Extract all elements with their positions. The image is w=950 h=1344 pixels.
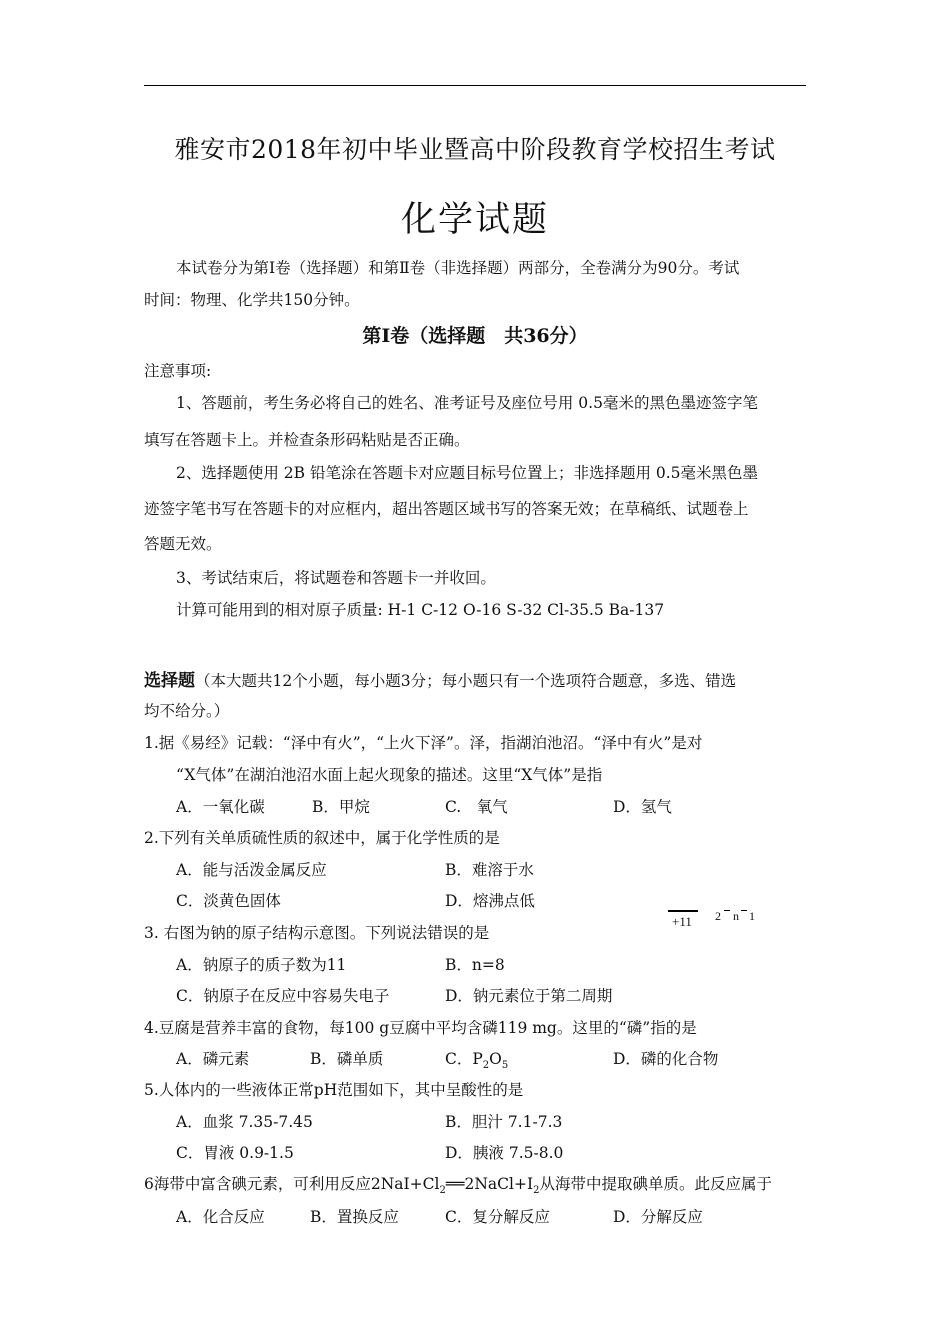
q4-option-c-text: C．P: [445, 1050, 483, 1068]
q2-stem: 2.下列有关单质硫性质的叙述中，属于化学性质的是: [144, 829, 500, 847]
note-3: 3、考试结束后，将试题卷和答题卡一并收回。: [176, 569, 496, 587]
section-title: 第Ⅰ卷（选择题 共36分）: [362, 325, 588, 347]
q2-option-b: B．难溶于水: [445, 861, 534, 879]
q4-sub-2: 5: [501, 1060, 509, 1072]
atom-shell-2: n: [733, 909, 739, 923]
note-2-line-1: 2、选择题使用 2B 铅笔涂在答题卡对应题目标号位置上；非选择题用 0.5毫米黑色墨: [176, 464, 759, 482]
q1-option-d: D．氢气: [613, 798, 672, 816]
q6-stem-post: 从海带中提取碘单质。此反应属于: [539, 1175, 772, 1193]
note-2-line-3: 答题无效。: [144, 535, 222, 553]
q5-option-d: D．胰液 7.5-8.0: [445, 1144, 564, 1162]
q3-option-c: C．钠原子在反应中容易失电子: [176, 987, 390, 1005]
q5-option-b: B．胆汁 7.1-7.3: [445, 1113, 563, 1131]
q5-option-c: C．胃液 0.9-1.5: [176, 1144, 294, 1162]
top-rule: [144, 85, 806, 86]
q4-option-c: [445, 1047, 508, 1071]
q1-option-a: A．一氧化碳: [176, 798, 265, 816]
atom-shell-1: 2: [715, 909, 721, 923]
note-1-line-1: 1、答题前，考生务必将自己的姓名、准考证号及座位号用 0.5毫米的黑色墨迹签字笔: [176, 394, 758, 412]
q5-option-a: A．血浆 7.35-7.45: [176, 1113, 313, 1131]
q2-option-a: A．能与活泼金属反应: [176, 861, 327, 879]
q2-option-d: D．熔沸点低: [445, 892, 535, 910]
q6-stem-pre: 6海带中富含碘元素，可利用反应2NaI+Cl: [144, 1175, 440, 1193]
atom-shell-arc-1: [724, 910, 730, 911]
intro-line-1: 本试卷分为第Ⅰ卷（选择题）和第Ⅱ卷（非选择题）两部分，全卷满分为90分。考试: [176, 259, 740, 277]
q1-stem-2: “X气体”在湖泊池沼水面上起火现象的描述。这里“X气体”是指: [176, 766, 603, 784]
subject-title: 化学试题: [400, 200, 549, 240]
q4-option-c-mid: O: [489, 1050, 502, 1068]
note-2-line-2: 迹签字笔书写在答题卡的对应框内，超出答题区域书写的答案无效；在草稿纸、试题卷上: [144, 500, 749, 518]
atom-nucleus-charge: +11: [672, 914, 692, 929]
atom-nucleus-bar: [668, 910, 698, 912]
q3-option-d: D．钠元素位于第二周期: [445, 987, 613, 1005]
choice-label: 选择题: [144, 671, 195, 691]
q3-option-a: A．钠原子的质子数为11: [176, 956, 347, 974]
q1-stem-1: 1.据《易经》记载：“泽中有火”，“上火下泽”。泽，指湖泊池沼。“泽中有火”是对: [144, 734, 703, 752]
choice-desc: （本大题共12个小题，每小题3分；每小题只有一个选项符合题意，多选、错选: [195, 672, 737, 690]
atom-shell-arc-2: [741, 910, 747, 911]
choice-desc-2: 均不给分。）: [144, 702, 230, 720]
q6-option-b: B．置换反应: [310, 1208, 399, 1226]
notes-heading: 注意事项:: [144, 362, 212, 380]
atomic-masses: 计算可能用到的相对原子质量: H-1 C-12 O-16 S-32 Cl-35.5 Ba-137: [176, 601, 665, 619]
q6-option-c: C．复分解反应: [445, 1208, 550, 1226]
q1-option-b: B．甲烷: [312, 798, 370, 816]
atom-shell-3: 1: [749, 909, 755, 923]
q4-option-b: B．磷单质: [310, 1050, 384, 1068]
q3-stem: 3. 右图为钠的原子结构示意图。下列说法错误的是: [144, 924, 490, 942]
q4-option-a: A．磷元素: [176, 1050, 250, 1068]
q6-sub-2: 2: [533, 1185, 540, 1197]
intro-line-2: 时间：物理、化学共150分钟。: [144, 291, 360, 309]
q6-option-a: A．化合反应: [176, 1208, 265, 1226]
q6-option-d: D．分解反应: [613, 1208, 703, 1226]
q6-stem: [144, 1172, 772, 1196]
q4-option-d: D．磷的化合物: [613, 1050, 719, 1068]
exam-title: 雅安市2018年初中毕业暨高中阶段教育学校招生考试: [174, 135, 776, 164]
q6-sub-1: 2: [439, 1185, 446, 1197]
choice-header: [144, 666, 736, 691]
q1-option-c: C. 氧气: [445, 798, 508, 816]
q5-stem: 5.人体内的一些液体正常pH范围如下，其中呈酸性的是: [144, 1081, 524, 1099]
q6-stem-mid: ══2NaCl+I: [445, 1175, 534, 1193]
q3-option-b: B．n=8: [445, 956, 505, 974]
q4-sub-1: 2: [482, 1060, 490, 1072]
note-1-line-2: 填写在答题卡上。并检查条形码粘贴是否正确。: [144, 431, 470, 449]
q4-stem: 4.豆腐是营养丰富的食物，每100 g豆腐中平均含磷119 mg。这里的“磷”指的是: [144, 1019, 697, 1037]
q2-option-c: C．淡黄色固体: [176, 892, 281, 910]
